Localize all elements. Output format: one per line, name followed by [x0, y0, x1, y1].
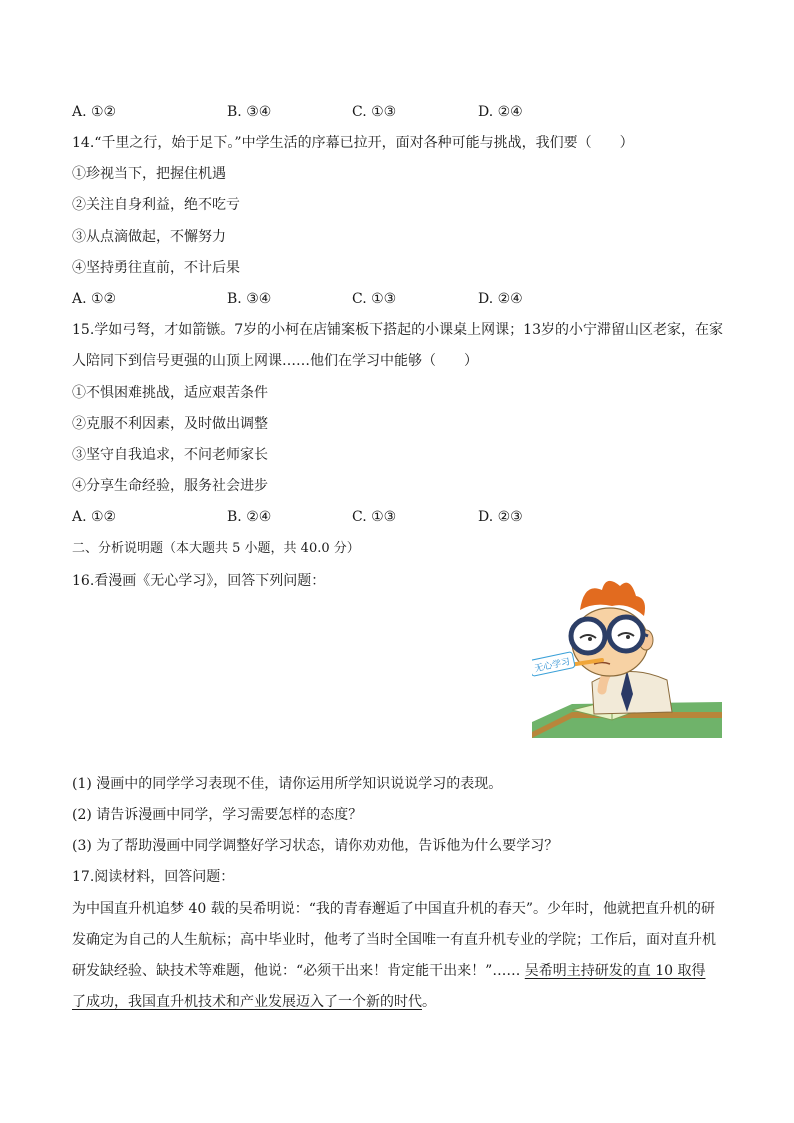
q16-sub-2: (2) 请告诉漫画中同学，学习需要怎样的态度？ [72, 807, 363, 823]
q15-item-2: ②克服不利因素，及时做出调整 [72, 416, 268, 432]
option-c: C. ①③ [352, 509, 397, 525]
option-c: C. ①③ [352, 104, 397, 120]
option-b: B. ②④ [227, 509, 272, 525]
q17-para-line-4-underlined: 了成功，我国直升机技术和产业发展迈入了一个新的时代 [72, 994, 422, 1010]
q16-sub-3: (3) 为了帮助漫画中同学调整好学习状态，请你劝劝他，告诉他为什么要学习？ [72, 838, 559, 854]
q17-para-line-3 [72, 962, 706, 980]
option-d: D. ②④ [478, 291, 523, 307]
q15-item-4: ④分享生命经验，服务社会进步 [72, 478, 268, 494]
q17-para-line-1: 为中国直升机追梦 40 载的吴希明说：“我的青春邂逅了中国直升机的春天”。少年时，他就把直升机的研 [72, 901, 716, 917]
option-b: B. ③④ [227, 104, 272, 120]
cartoon-label: 无心学习 [533, 657, 572, 675]
q15-stem-line-1: 15.学如弓弩，才如箭镞。7岁的小柯在店铺案板下搭起的小课桌上网课；13岁的小宁滞留山区老家，在家 [72, 322, 723, 338]
q17-para-line-2: 发确定为自己的人生航标；高中毕业时，他考了当时全国唯一有直升机专业的学院；工作后，面对直升机 [72, 932, 716, 948]
q15-item-1: ①不惧困难挑战，适应艰苦条件 [72, 385, 268, 401]
q17-para-line-3-plain: 研发缺经验、缺技术等难题，他说：“必须干出来！肯定能干出来！”…… [72, 963, 521, 979]
option-a: A. ①② [72, 291, 117, 307]
option-a: A. ①② [72, 104, 117, 120]
q14-item-4: ④坚持勇往直前，不计后果 [72, 260, 240, 276]
q16-stem: 16.看漫画《无心学习》，回答下列问题： [72, 573, 326, 589]
section-heading [72, 540, 360, 558]
q17-para-line-4-end: 。 [422, 994, 436, 1010]
q17-stem: 17.阅读材料，回答问题： [72, 869, 235, 885]
option-b: B. ③④ [227, 291, 272, 307]
q15-stem-line-2: 人陪同下到信号更强的山顶上网课……他们在学习中能够（ ） [72, 353, 478, 369]
option-d: D. ②③ [478, 509, 523, 525]
q14-stem: 14.“千里之行，始于足下。”中学生活的序幕已拉开，面对各种可能与挑战，我们要（ ） [72, 135, 634, 151]
section-heading-text: 二、分析说明题（本大题共 5 小题，共 40.0 分） [72, 541, 360, 556]
option-d: D. ②④ [478, 104, 523, 120]
q15-item-3: ③坚守自我追求，不问老师家长 [72, 447, 268, 463]
option-a: A. ①② [72, 509, 117, 525]
q14-item-3: ③从点滴做起，不懈努力 [72, 229, 226, 245]
q14-item-2: ②关注自身利益，绝不吃亏 [72, 197, 240, 213]
q17-para-line-4 [72, 993, 436, 1011]
q17-para-line-3-underlined: 吴希明主持研发的直 10 取得 [524, 963, 706, 979]
option-c: C. ①③ [352, 291, 397, 307]
cartoon-image [532, 572, 722, 738]
q14-item-1: ①珍视当下，把握住机遇 [72, 166, 226, 182]
q16-sub-1: (1) 漫画中的同学学习表现不佳，请你运用所学知识说说学习的表现。 [72, 776, 503, 792]
